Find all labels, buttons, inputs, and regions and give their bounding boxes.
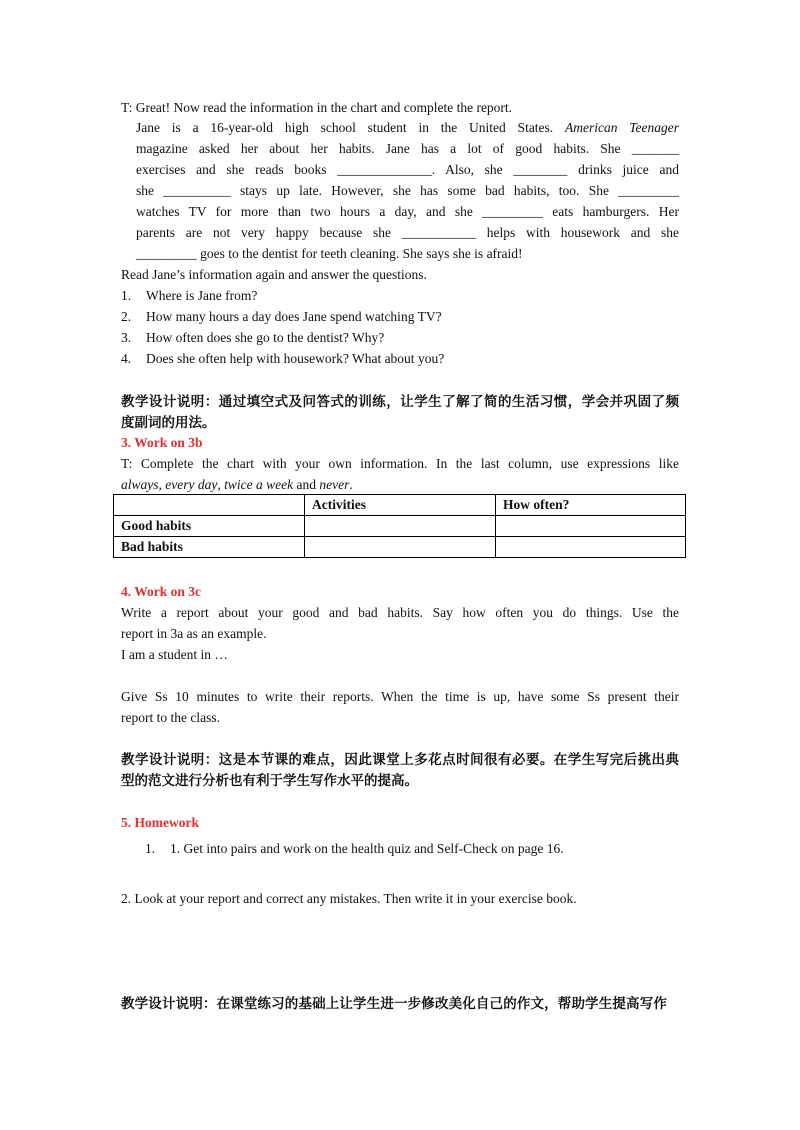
passage-line: exercises and she reads books ______________. Also, she ________ drinks juice and xyxy=(136,162,679,177)
question-text: How often does she go to the dentist? Why? xyxy=(146,330,385,345)
design-note-2-line-1: 教学设计说明：这是本节课的难点，因此课堂上多花点时间很有必要。在学生写完后挑出典 xyxy=(121,752,679,768)
habits-chart xyxy=(113,494,686,558)
chart-row-good-habits xyxy=(114,516,686,537)
chart-cell-activities xyxy=(305,537,496,558)
question-number: 2. xyxy=(121,309,132,324)
section-3c-heading: 4. Work on 3c xyxy=(121,584,202,599)
question-item xyxy=(121,307,442,327)
chart-cell-how-often xyxy=(496,516,686,537)
homework-item-2: 2. Look at your report and correct any mistakes. Then write it in your exercise book. xyxy=(121,891,577,906)
homework-heading: 5. Homework xyxy=(121,815,199,830)
section-3b-expressions: always, every day, twice a week and never. xyxy=(121,477,353,492)
question-text: Where is Jane from? xyxy=(146,288,258,303)
chart-row-label: Bad habits xyxy=(114,537,305,558)
passage-line: _________ goes to the dentist for teeth cleaning. She says she is afraid! xyxy=(136,246,523,261)
passage-line: watches TV for more than two hours a day, and she _________ eats hamburgers. Her xyxy=(136,204,679,219)
teacher-instruction-line-2: report to the class. xyxy=(121,710,220,725)
question-item xyxy=(121,286,257,306)
passage-line: she __________ stays up late. However, she has some bad habits, too. She _________ xyxy=(136,183,679,198)
chart-header-how-often: How often? xyxy=(496,495,686,516)
question-text: How many hours a day does Jane spend watching TV? xyxy=(146,309,442,324)
chart-cell-activities xyxy=(305,516,496,537)
chart-row-label: Good habits xyxy=(114,516,305,537)
question-number: 3. xyxy=(121,330,132,345)
passage-line: Jane is a 16-year-old high school student in the United States. American Teenager xyxy=(136,120,679,135)
chart-header-row xyxy=(114,495,686,516)
passage-line: magazine asked her about her habits. Jane has a lot of good habits. She _______ xyxy=(136,141,679,156)
section-3c-line-1: Write a report about your good and bad habits. Say how often you do things. Use the xyxy=(121,605,679,620)
chart-header-blank xyxy=(114,495,305,516)
design-note-3: 教学设计说明：在课堂练习的基础上让学生进一步修改美化自己的作文，帮助学生提高写作 xyxy=(121,996,667,1012)
chart-row-bad-habits xyxy=(114,537,686,558)
teacher-instruction-line-1: Give Ss 10 minutes to write their reports. When the time is up, have some Ss present their xyxy=(121,689,679,704)
design-note-1-line-2: 度副词的用法。 xyxy=(121,415,216,431)
homework-item-1-text: 1. Get into pairs and work on the health quiz and Self-Check on page 16. xyxy=(170,841,564,856)
question-text: Does she often help with housework? What about you? xyxy=(146,351,445,366)
question-item xyxy=(121,349,444,369)
chart-cell-how-often xyxy=(496,537,686,558)
homework-item-1-number: 1. xyxy=(145,841,156,856)
chart-header-activities: Activities xyxy=(305,495,496,516)
section-3c-line-3: I am a student in … xyxy=(121,647,228,662)
section-3b-heading: 3. Work on 3b xyxy=(121,435,203,450)
passage-line: parents are not very happy because she ___________ helps with housework and she xyxy=(136,225,679,240)
design-note-1-line-1: 教学设计说明：通过填空式及问答式的训练，让学生了解了简的生活习惯，学会并巩固了频 xyxy=(121,394,679,410)
section-3b-instruction: T: Complete the chart with your own information. In the last column, use expressions like xyxy=(121,456,679,471)
question-number: 1. xyxy=(121,288,132,303)
homework-item-1 xyxy=(145,839,564,859)
section-3c-line-2: report in 3a as an example. xyxy=(121,626,267,641)
questions-intro: Read Jane’s information again and answer the questions. xyxy=(121,267,427,282)
reading-intro: T: Great! Now read the information in the chart and complete the report. xyxy=(121,100,513,115)
question-item xyxy=(121,328,384,348)
question-number: 4. xyxy=(121,351,132,366)
design-note-2-line-2: 型的范文进行分析也有利于学生写作水平的提高。 xyxy=(121,773,418,789)
